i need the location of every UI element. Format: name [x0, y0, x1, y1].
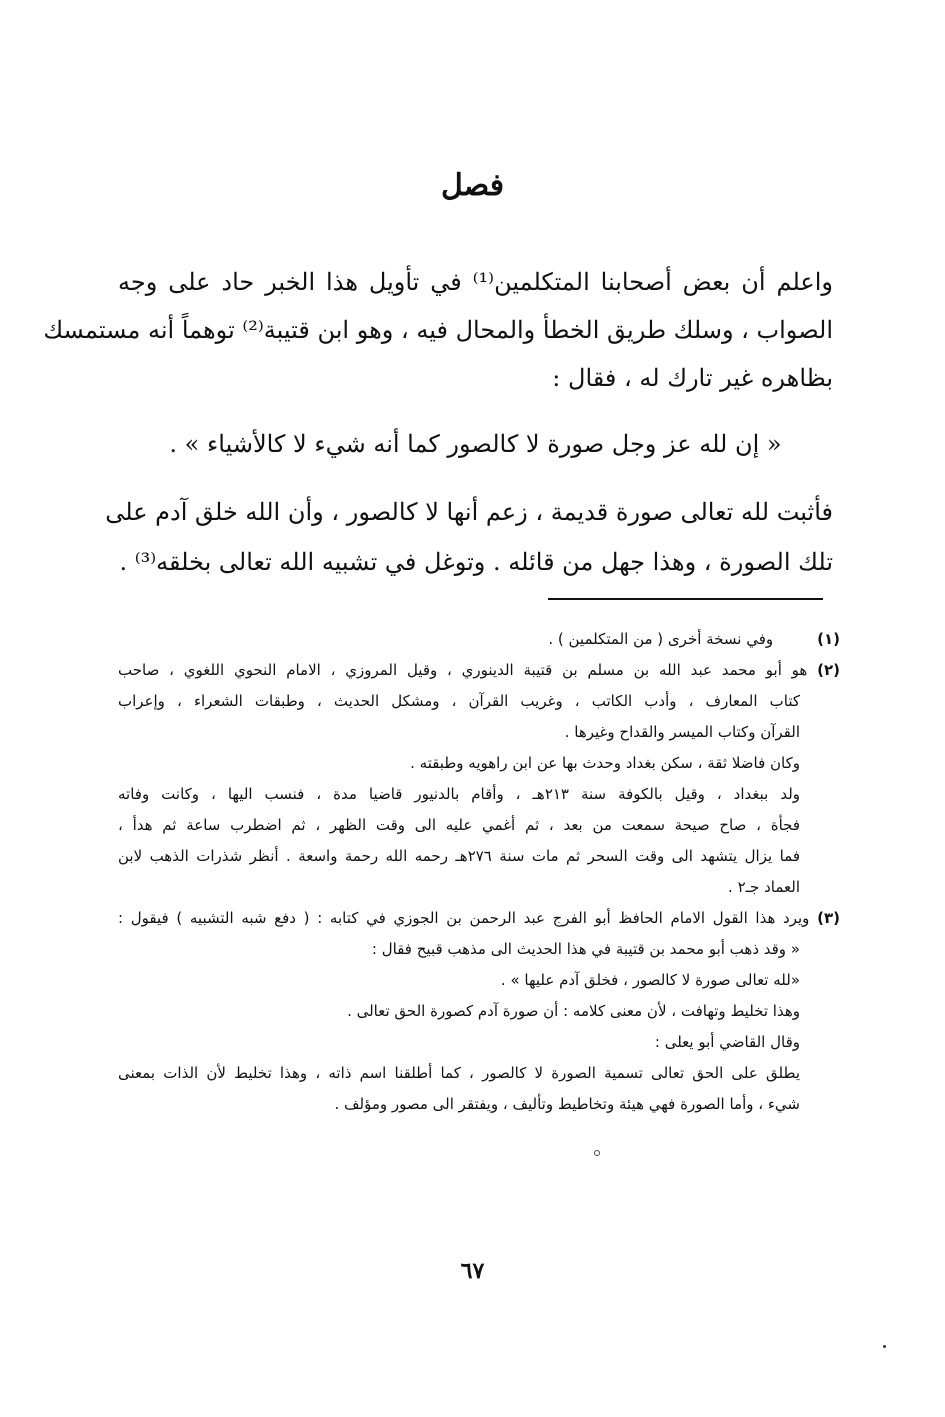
quoted-statement: « إن لله عز وجل صورة لا كالصور كما أنه شيء لا كالأشياء » .: [169, 430, 782, 458]
footnote-line: كتاب المعارف ، وأدب الكاتب ، وغريب القرآن ، ومشكل الحديث ، وطبقات الشعراء ، وإعراب: [118, 692, 800, 710]
footnote-line: وكان فاضلا ثقة ، سكن بغداد وحدث بها عن ابن راهويه وطبقته .: [410, 754, 800, 772]
footnote-line: شيء ، وأما الصورة فهي هيئة وتخاطيط وتأليف ، ويفتقر الى مصور ومؤلف .: [334, 1095, 800, 1113]
footnotes: [118, 624, 840, 1120]
footnote-line: فجأة ، صاح صيحة سمعت من بعد ، ثم أغمي عليه الى وقت الظهر ، ثم اضطرب ساعة ثم هدأ ،: [118, 816, 800, 834]
footnote-line: ولد ببغداد ، وقيل بالكوفة سنة ٢١٣هـ ، وأقام بالدنيور قاضيا مدة ، فنسب اليها ، وكانت وفاته: [118, 785, 801, 803]
footnote-line: وهذا تخليط وتهافت ، لأن معنى كلامه : أن صورة آدم كصورة الحق تعالى .: [347, 1002, 800, 1020]
footnote-line: فما يزال يتشهد الى وقت السحر ثم مات سنة ٢٧٦هـ رحمه الله رحمة واسعة . أنظر شذرات الذهب لابن: [118, 847, 800, 865]
footnote-line: القرآن وكتاب الميسر والقداح وغيرها .: [564, 723, 800, 741]
footnote-line: يطلق على الحق تعالى تسمية الصورة لا كالصور ، كما أطلقنا اسم ذاته ، وهذا تخليط لأن الذات بمعنى: [118, 1064, 800, 1082]
section-title: فصل: [440, 168, 505, 203]
footnote-line: « وقد ذهب أبو محمد بن قتيبة في هذا الحديث الى مذهب قبيح فقال :: [371, 940, 800, 958]
footnote-line: العماد جـ٢ .: [728, 878, 800, 896]
main-paragraph-2: [105, 487, 833, 587]
footnote-line: هو أبو محمد عبد الله بن مسلم بن قتيبة الدينوري ، وقيل المروزي ، الامام النحوي اللغوي ، صاحب: [118, 661, 808, 679]
main-paragraph-1: [43, 258, 833, 402]
footnote-line: «لله تعالى صورة لا كالصور ، فخلق آدم عليها » .: [500, 971, 800, 989]
footnote-line: وقال القاضي أبو يعلى :: [654, 1033, 800, 1051]
main-line: بظاهره غير تارك له ، فقال :: [552, 364, 833, 392]
footnote-number: (٢): [817, 661, 840, 679]
footnote-3: [118, 903, 840, 934]
footnote-line: ويرد هذا القول الامام الحافظ أبو الفرج عبد الرحمن بن الجوزي في كتابه : ( دفع شبه التشبيه ) فيقول :: [118, 909, 810, 927]
main-line: الصواب ، وسلك طريق الخطأ والمحال فيه ، وهو ابن قتيبة⁽²⁾ توهماً أنه مستمسك: [43, 316, 833, 344]
footnote-1: [118, 624, 840, 655]
main-line: فأثبت لله تعالى صورة قديمة ، زعم أنها لا كالصور ، وأن الله خلق آدم على: [105, 498, 833, 526]
footnote-number: (١): [817, 630, 840, 648]
footnote-number: (٣): [817, 909, 840, 927]
page-number: ٦٧: [460, 1258, 485, 1284]
scan-speck: [883, 1345, 886, 1348]
main-line: تلك الصورة ، وهذا جهل من قائله . وتوغل في تشبيه الله تعالى بخلقه⁽³⁾ .: [119, 548, 833, 576]
footnote-2: [118, 655, 840, 686]
main-line: واعلم أن بعض أصحابنا المتكلمين⁽¹⁾ في تأويل هذا الخبر حاد على وجه: [118, 268, 833, 296]
footnote-separator: [548, 598, 823, 600]
footnote-text: وفي نسخة أخرى ( من المتكلمين ) .: [548, 630, 774, 648]
scan-speck: [594, 1150, 600, 1156]
